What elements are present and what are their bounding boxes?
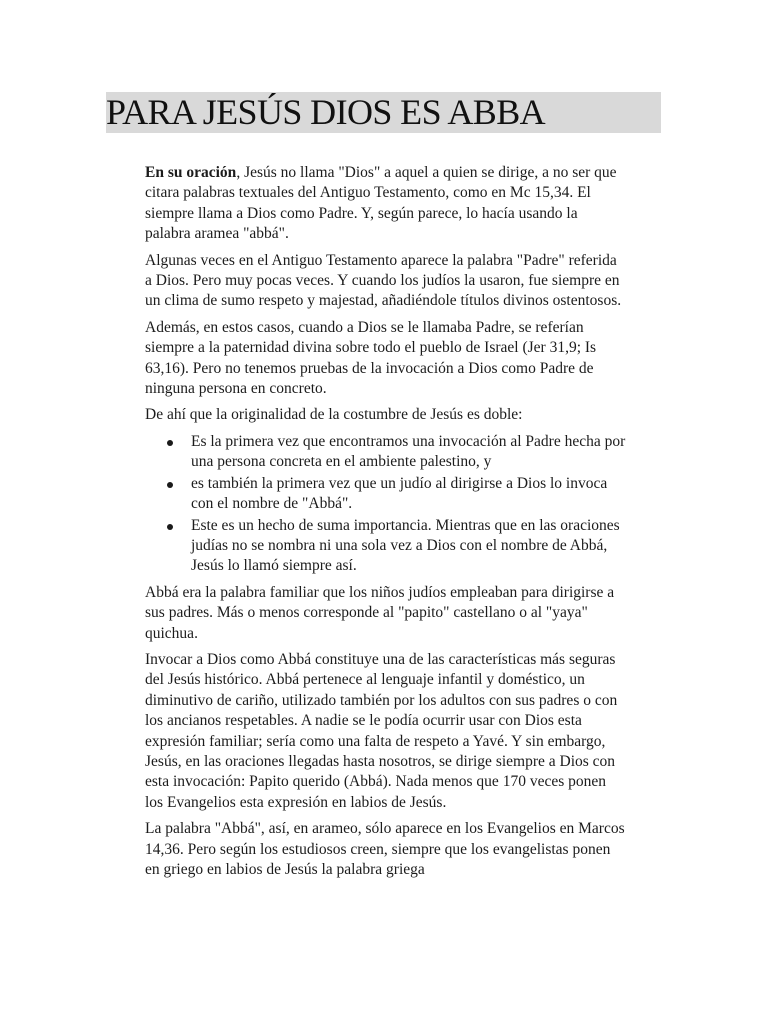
bullet-item: [145, 516, 627, 577]
bullet-icon: [167, 482, 173, 488]
paragraph: La palabra "Abbá", así, en arameo, sólo aparece en los Evangelios en Marcos 14,36. Pero según los estudiosos creen, siempre que los evangelistas ponen en griego en labios de Jesús la palabra griega: [145, 820, 625, 878]
bullet-item: [145, 474, 627, 515]
paragraph: De ahí que la originalidad de la costumbre de Jesús es doble:: [145, 406, 523, 424]
intro-paragraph-text: , Jesús no llama "Dios" a aquel a quien se dirige, a no ser que citara palabras textuales del Antiguo Testamento, como en Mc 15,34. El siempre llama a Dios como Padre. Y, según parece, lo hacía usando la palabra aramea "abbá".: [145, 164, 617, 243]
paragraph: Algunas veces en el Antiguo Testamento aparece la palabra "Padre" referida a Dios. Pero muy pocas veces. Y cuando los judíos la usaron, fue siempre en un clima de sumo respeto y majestad, añadiéndole títulos divinos ostentosos.: [145, 251, 622, 310]
bullet-text: es también la primera vez que un judío al dirigirse a Dios lo invoca con el nombre de "Abbá".: [191, 474, 608, 513]
bullet-text: Es la primera vez que encontramos una invocación al Padre hecha por una persona concreta en el ambiente palestino, y: [191, 432, 626, 471]
bullet-icon: [167, 524, 173, 530]
paragraph: Además, en estos casos, cuando a Dios se le llamaba Padre, se referían siempre a la paternidad divina sobre todo el pueblo de Israel (Jer 31,9; Is 63,16). Pero no tenemos pruebas de la invocación a Dios como Padre de ninguna persona en concreto.: [145, 318, 597, 398]
intro-lead-phrase: En su oración: [145, 164, 237, 181]
bullet-item: [145, 432, 627, 473]
originality-bullet-list: [145, 432, 627, 577]
paragraph: Invocar a Dios como Abbá constituye una de las características más seguras del Jesús histórico. Abbá pertenece al lenguaje infantil y doméstico, un diminutivo de cariño, utilizado también por los adultos con sus padres o con los ancianos respetables. A nadie se le podía ocurrir usar con Dios esta expresión familiar; sería como una falta de respeto a Yavé. Y sin embargo, Jesús, en las oraciones llegadas hasta nosotros, se dirige siempre a Dios con esta invocación: Papito querido (Abbá). Nada menos que 170 veces ponen los Evangelios esta expresión en labios de Jesús.: [145, 650, 618, 811]
document-body: [145, 163, 627, 886]
intro-paragraph: [145, 163, 627, 245]
bullet-text: Este es un hecho de suma importancia. Mientras que en las oraciones judías no se nombra ni una sola vez a Dios con el nombre de Abbá, Jesús lo llamó siempre así.: [191, 516, 620, 575]
page-title: PARA JESÚS DIOS ES ABBA: [106, 92, 546, 132]
paragraph: Abbá era la palabra familiar que los niños judíos empleaban para dirigirse a sus padres. Más o menos corresponde al "papito" castellano o al "yaya" quichua.: [145, 583, 615, 642]
bullet-icon: [167, 440, 173, 446]
